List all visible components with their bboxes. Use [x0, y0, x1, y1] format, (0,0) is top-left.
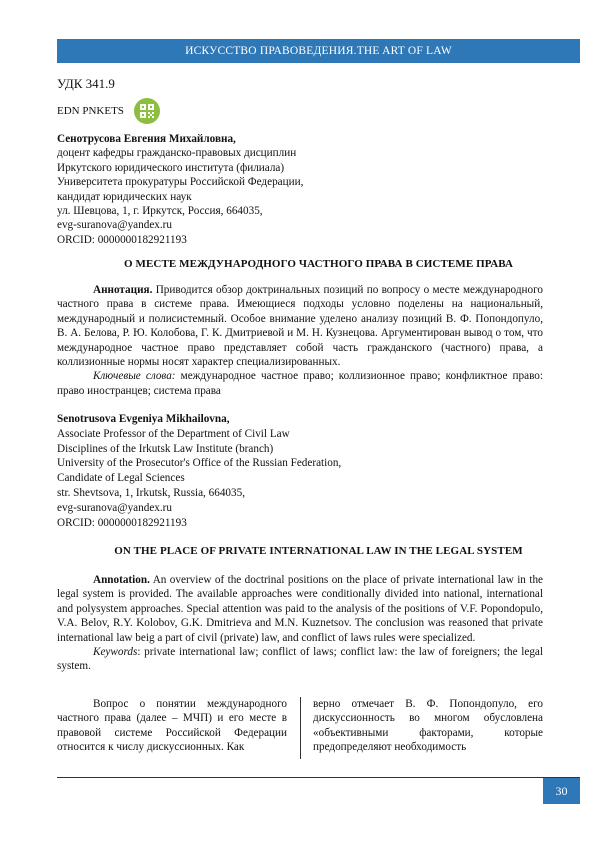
- footer-divider: [57, 777, 580, 778]
- author-orcid-en: ORCID: 0000000182921193: [57, 516, 187, 529]
- author-line-ru: ул. Шевцова, 1, г. Иркутск, Россия, 664035,: [57, 205, 263, 218]
- author-email-en: evg-suranova@yandex.ru: [57, 501, 172, 514]
- article-title-en: ON THE PLACE OF PRIVATE INTERNATIONAL LAW IN THE LEGAL SYSTEM: [114, 545, 523, 557]
- keywords-label-ru: Ключевые слова:: [93, 370, 176, 383]
- author-line-en: str. Shevtsova, 1, Irkutsk, Russia, 664035,: [57, 486, 246, 499]
- edn-row: [57, 96, 160, 126]
- column-divider: [300, 697, 301, 759]
- abstract-body-ru: [57, 283, 543, 369]
- page-number: 30: [543, 778, 580, 804]
- keywords-label-en: Keywords: [93, 646, 138, 659]
- author-name-ru: Сенотрусова Евгения Михайловна,: [57, 133, 236, 145]
- author-orcid-ru: ORCID: 0000000182921193: [57, 233, 187, 246]
- author-line-en: Associate Professor of the Department of Civil Law: [57, 427, 290, 440]
- abstract-text-ru: Приводится обзор доктринальных позиций по вопросу о месте международного частного права в системе права. Имеющиеся подходы условно поделены на национальный, международный и полисистемный. Особое внимание уделено анализу позиций В. Ф. Попондопуло, В. А. Белова, Р. Ю. Колобова, Г. К. Дмитриевой и М. Н. Кузнецова. Аргументирован вывод о том, что международное частное право представляет собой часть гражданского (частного) права, а коллизионные нормы носят характер специализированных.: [57, 284, 543, 369]
- journal-header: ИСКУССТВО ПРАВОВЕДЕНИЯ.THE ART OF LAW: [57, 39, 580, 63]
- keywords-en: [57, 645, 543, 674]
- author-email-ru: evg-suranova@yandex.ru: [57, 219, 172, 232]
- keywords-text-ru: международное частное право; коллизионное право; конфликтное право: право иностранцев; система права: [57, 370, 543, 397]
- author-info-en: [57, 412, 341, 530]
- udk-code: УДК 341.9: [57, 76, 115, 91]
- abstract-en: [57, 573, 543, 674]
- body-column-right: [313, 697, 543, 755]
- qr-code-icon: [134, 98, 160, 124]
- body-column-left: [57, 697, 287, 755]
- body-paragraph: верно отмечает В. Ф. Попондопуло, его дискуссионность во многом обусловлена «объективными факторами, которые предопределяют необходимость: [313, 698, 543, 754]
- keywords-text-en: : private international law; conflict of laws; conflict law: the law of foreigners; the legal system.: [57, 646, 543, 673]
- abstract-label-en: Annotation.: [93, 574, 150, 586]
- abstract-label-ru: Аннотация.: [93, 284, 153, 296]
- author-line-ru: Иркутского юридического института (филиала): [57, 161, 285, 174]
- keywords-ru: [57, 369, 543, 398]
- edn-code: EDN PNKETS: [57, 105, 124, 117]
- author-line-ru: Университета прокуратуры Российской Федерации,: [57, 176, 304, 189]
- author-line-ru: кандидат юридических наук: [57, 190, 192, 203]
- body-paragraph: Вопрос о понятии международного частного права (далее – МЧП) и его месте в правовой системе Российской Федерации относится к числу дискуссионных. Как: [57, 698, 287, 754]
- abstract-body-en: [57, 573, 543, 645]
- author-line-ru: доцент кафедры гражданско-правовых дисциплин: [57, 147, 297, 160]
- author-name-en: Senotrusova Evgeniya Mikhailovna,: [57, 413, 230, 425]
- article-title-ru: О МЕСТЕ МЕЖДУНАРОДНОГО ЧАСТНОГО ПРАВА В СИСТЕМЕ ПРАВА: [123, 258, 514, 270]
- author-line-en: Disciplines of the Irkutsk Law Institute (branch): [57, 442, 274, 455]
- author-line-en: Candidate of Legal Sciences: [57, 472, 185, 485]
- abstract-ru: [57, 283, 543, 398]
- abstract-text-en: An overview of the doctrinal positions on the place of private international law in the legal system is provided. The available approaches were conditionally divided into national, international and polysystem approaches. Special attention was paid to the analysis of the positions of V.F. Popondopulo, V.A. Belov, R.Y. Kolobov, G.K. Dmitrieva and M.N. Kuznetsov. The conclusion was reasoned that private international law beig a part of civil (private) law, and conflict of laws rules were specialized.: [57, 574, 543, 644]
- author-line-en: University of the Prosecutor's Office of the Russian Federation,: [57, 457, 342, 470]
- author-info-ru: [57, 132, 303, 247]
